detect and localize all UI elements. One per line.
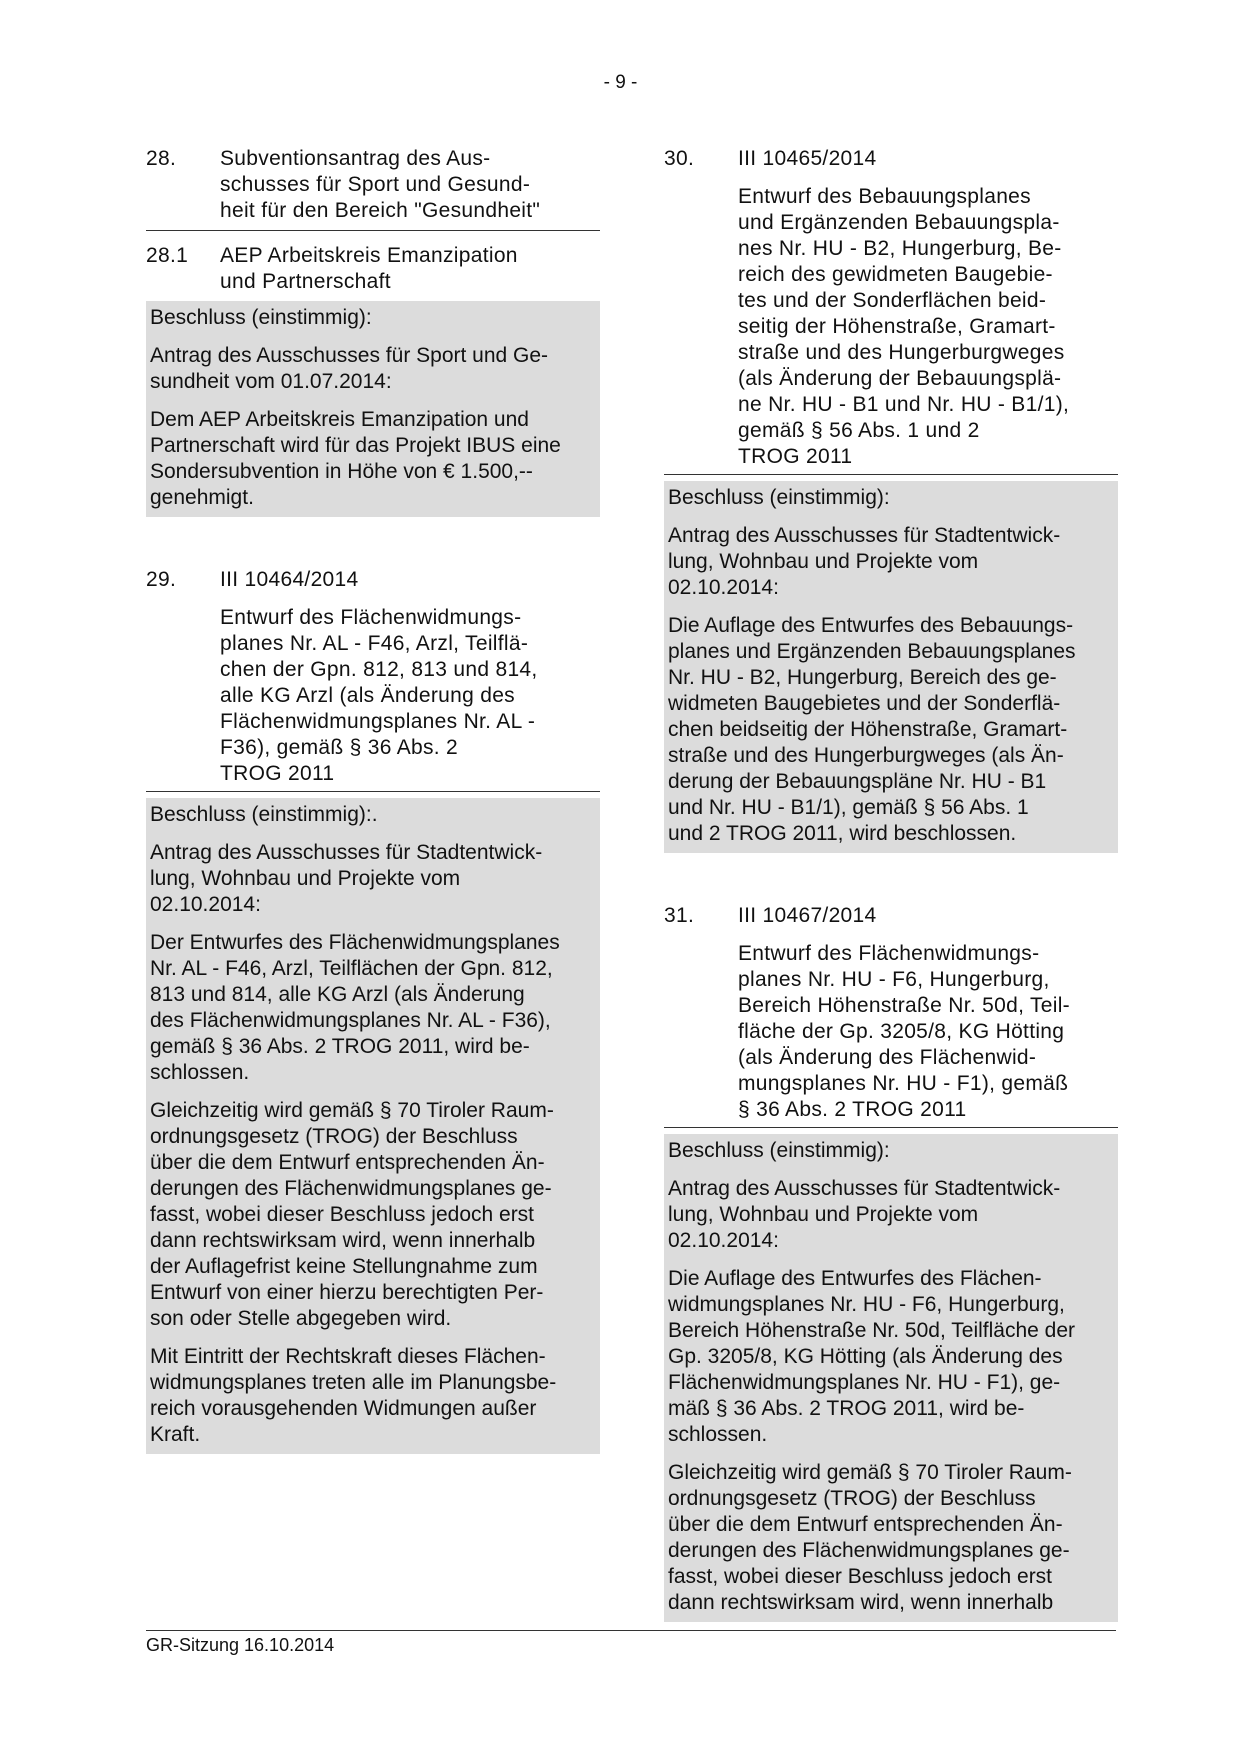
text-line: Partnerschaft wird für das Projekt IBUS eine [150,434,561,457]
item-reference: III 10467/2014 [738,904,877,927]
resolution-text [150,930,596,1086]
text-line: fläche der Gp. 3205/8, KG Hötting [738,1020,1065,1043]
agenda-item-31 [664,903,1118,929]
text-line: schlossen. [150,1061,250,1084]
text-line: lung, Wohnbau und Projekte vom [150,867,461,890]
text-line: derungen des Flächenwidmungsplanes ge- [668,1539,1070,1562]
text-line: planes Nr. AL - F46, Arzl, Teilflä- [220,632,529,655]
text-line: widmungsplanes Nr. HU - F6, Hungerburg, [668,1293,1065,1316]
text-line: Bereich Höhenstraße Nr. 50d, Teil- [738,994,1070,1017]
resolution-heading: Beschluss (einstimmig): [668,1139,890,1162]
text-line: und Ergänzenden Bebauungspla- [738,211,1060,234]
agenda-item-29-title-wrap [146,605,600,792]
text-line: Entwurf des Flächenwidmungs- [220,606,522,629]
text-line: gemäß § 36 Abs. 2 TROG 2011, wird be- [150,1035,530,1058]
text-line: und Partnerschaft [220,270,391,293]
agenda-item-28 [146,146,600,231]
resolution-box [146,301,600,517]
item-title [220,146,600,224]
text-line: fasst, wobei dieser Beschluss jedoch erst [150,1203,535,1226]
text-line: schusses für Sport und Gesund- [220,173,531,196]
text-line: TROG 2011 [738,445,853,468]
text-line: (als Änderung des Flächenwid- [738,1046,1037,1069]
text-line: son oder Stelle abgegeben wird. [150,1307,452,1330]
text-line: mäß § 36 Abs. 2 TROG 2011, wird be- [668,1397,1025,1420]
text-line: ne Nr. HU - B1 und Nr. HU - B1/1), [738,393,1070,416]
resolution-box [664,1134,1118,1622]
item-number: 28. [146,147,177,170]
text-line: 02.10.2014: [150,893,261,916]
text-line: mungsplanes Nr. HU - F1), gemäß [738,1072,1069,1095]
text-line: 02.10.2014: [668,576,779,599]
resolution-text [150,1344,596,1448]
text-line: Antrag des Ausschusses für Stadtentwick- [150,841,543,864]
text-line: 813 und 814, alle KG Arzl (als Änderung [150,983,525,1006]
resolution-text [150,407,596,511]
text-line: der Auflagefrist keine Stellungnahme zum [150,1255,538,1278]
text-line: chen beidseitig der Höhenstraße, Gramart- [668,718,1068,741]
page-number: - 9 - [603,72,638,93]
agenda-item-30 [664,146,1118,172]
resolution-box [146,798,600,1454]
resolution-motion [668,1176,1114,1254]
text-line: und Nr. HU - B1/1), gemäß § 56 Abs. 1 [668,796,1029,819]
page-footer: GR-Sitzung 16.10.2014 [146,1630,1116,1656]
text-line: genehmigt. [150,486,254,509]
text-line: über die dem Entwurf entsprechenden Än- [150,1151,545,1174]
text-line: § 36 Abs. 2 TROG 2011 [738,1098,967,1121]
text-line: schlossen. [668,1423,768,1446]
text-line: tes und der Sonderflächen beid- [738,289,1047,312]
resolution-motion [668,523,1114,601]
agenda-item-31-title-wrap [664,941,1118,1128]
resolution-box [664,481,1118,853]
text-line: straße und des Hungerburgweges (als Än- [668,744,1064,767]
left-column [146,146,600,1454]
text-line: Die Auflage des Entwurfes des Flächen- [668,1267,1042,1290]
text-line: Sondersubvention in Höhe von € 1.500,-- [150,460,533,483]
text-line: widmeten Baugebietes und der Sonderflä- [668,692,1061,715]
resolution-text [668,1460,1114,1616]
resolution-motion [150,840,596,918]
text-line: Bereich Höhenstraße Nr. 50d, Teilfläche der [668,1319,1075,1342]
text-line: Gp. 3205/8, KG Hötting (als Änderung des [668,1345,1063,1368]
resolution-text [150,1098,596,1332]
text-line: Gleichzeitig wird gemäß § 70 Tiroler Raum- [150,1099,554,1122]
text-line: (als Änderung der Bebauungsplä- [738,367,1062,390]
resolution-heading: Beschluss (einstimmig): [150,306,372,329]
text-line: dann rechtswirksam wird, wenn innerhalb [150,1229,536,1252]
text-line: über die dem Entwurf entsprechenden Än- [668,1513,1063,1536]
text-line: nes Nr. HU - B2, Hungerburg, Be- [738,237,1062,260]
text-line: Antrag des Ausschusses für Sport und Ge- [150,344,549,367]
text-line: 02.10.2014: [668,1229,779,1252]
text-line: reich vorausgehenden Widmungen außer [150,1397,537,1420]
item-number: 29. [146,568,177,591]
text-line: heit für den Bereich "Gesundheit" [220,199,541,222]
item-number: 28.1 [146,244,189,267]
text-line: sundheit vom 01.07.2014: [150,370,392,393]
text-line: AEP Arbeitskreis Emanzipation [220,244,518,267]
text-line: TROG 2011 [220,762,335,785]
text-line: Mit Eintritt der Rechtskraft dieses Flächen- [150,1345,546,1368]
agenda-item-29 [146,567,600,593]
right-column [664,146,1118,1622]
agenda-item-30-title-wrap [664,184,1118,475]
item-title [220,243,600,295]
text-line: planes Nr. HU - F6, Hungerburg, [738,968,1050,991]
text-line: des Flächenwidmungsplanes Nr. AL - F36), [150,1009,551,1032]
text-line: F36), gemäß § 36 Abs. 2 [220,736,459,759]
text-line: alle KG Arzl (als Änderung des [220,684,515,707]
resolution-heading: Beschluss (einstimmig):. [150,803,378,826]
text-line: und 2 TROG 2011, wird beschlossen. [668,822,1017,845]
text-line: ordnungsgesetz (TROG) der Beschluss [150,1125,518,1148]
text-line: lung, Wohnbau und Projekte vom [668,550,979,573]
text-line: Gleichzeitig wird gemäß § 70 Tiroler Raum- [668,1461,1072,1484]
text-line: derungen des Flächenwidmungsplanes ge- [150,1177,552,1200]
item-reference: III 10464/2014 [220,568,359,591]
text-line: Flächenwidmungsplanes Nr. AL - [220,710,536,733]
text-line: seitig der Höhenstraße, Gramart- [738,315,1056,338]
text-line: chen der Gpn. 812, 813 und 814, [220,658,538,681]
resolution-text [668,1266,1114,1448]
text-line: Nr. HU - B2, Hungerburg, Bereich des ge- [668,666,1057,689]
text-line: reich des gewidmeten Baugebie- [738,263,1053,286]
text-line: Antrag des Ausschusses für Stadtentwick- [668,524,1061,547]
text-line: Nr. AL - F46, Arzl, Teilflächen der Gpn. 812, [150,957,553,980]
text-line: Dem AEP Arbeitskreis Emanzipation und [150,408,529,431]
item-title [220,605,600,787]
item-number: 31. [664,904,695,927]
text-line: Entwurf des Bebauungsplanes [738,185,1031,208]
text-line: ordnungsgesetz (TROG) der Beschluss [668,1487,1036,1510]
item-title [738,941,1118,1123]
text-line: Entwurf des Flächenwidmungs- [738,942,1040,965]
text-line: fasst, wobei dieser Beschluss jedoch erst [668,1565,1053,1588]
text-line: Kraft. [150,1423,201,1446]
text-line: widmungsplanes treten alle im Planungsbe- [150,1371,557,1394]
agenda-item-28-1 [146,243,600,295]
text-line: Antrag des Ausschusses für Stadtentwick- [668,1177,1061,1200]
text-line: derung der Bebauungspläne Nr. HU - B1 [668,770,1047,793]
item-title [738,184,1118,470]
item-reference: III 10465/2014 [738,147,877,170]
text-line: Entwurf von einer hierzu berechtigten Per- [150,1281,544,1304]
text-line: Der Entwurfes des Flächenwidmungsplanes [150,931,560,954]
text-line: Die Auflage des Entwurfes des Bebauungs- [668,614,1074,637]
text-line: Flächenwidmungsplanes Nr. HU - F1), ge- [668,1371,1061,1394]
text-line: planes und Ergänzenden Bebauungsplanes [668,640,1076,663]
text-line: lung, Wohnbau und Projekte vom [668,1203,979,1226]
resolution-motion [150,343,596,395]
resolution-text [668,613,1114,847]
resolution-heading: Beschluss (einstimmig): [668,486,890,509]
text-line: straße und des Hungerburgweges [738,341,1065,364]
text-line: dann rechtswirksam wird, wenn innerhalb [668,1591,1054,1614]
item-number: 30. [664,147,695,170]
text-line: Subventionsantrag des Aus- [220,147,491,170]
text-line: gemäß § 56 Abs. 1 und 2 [738,419,980,442]
